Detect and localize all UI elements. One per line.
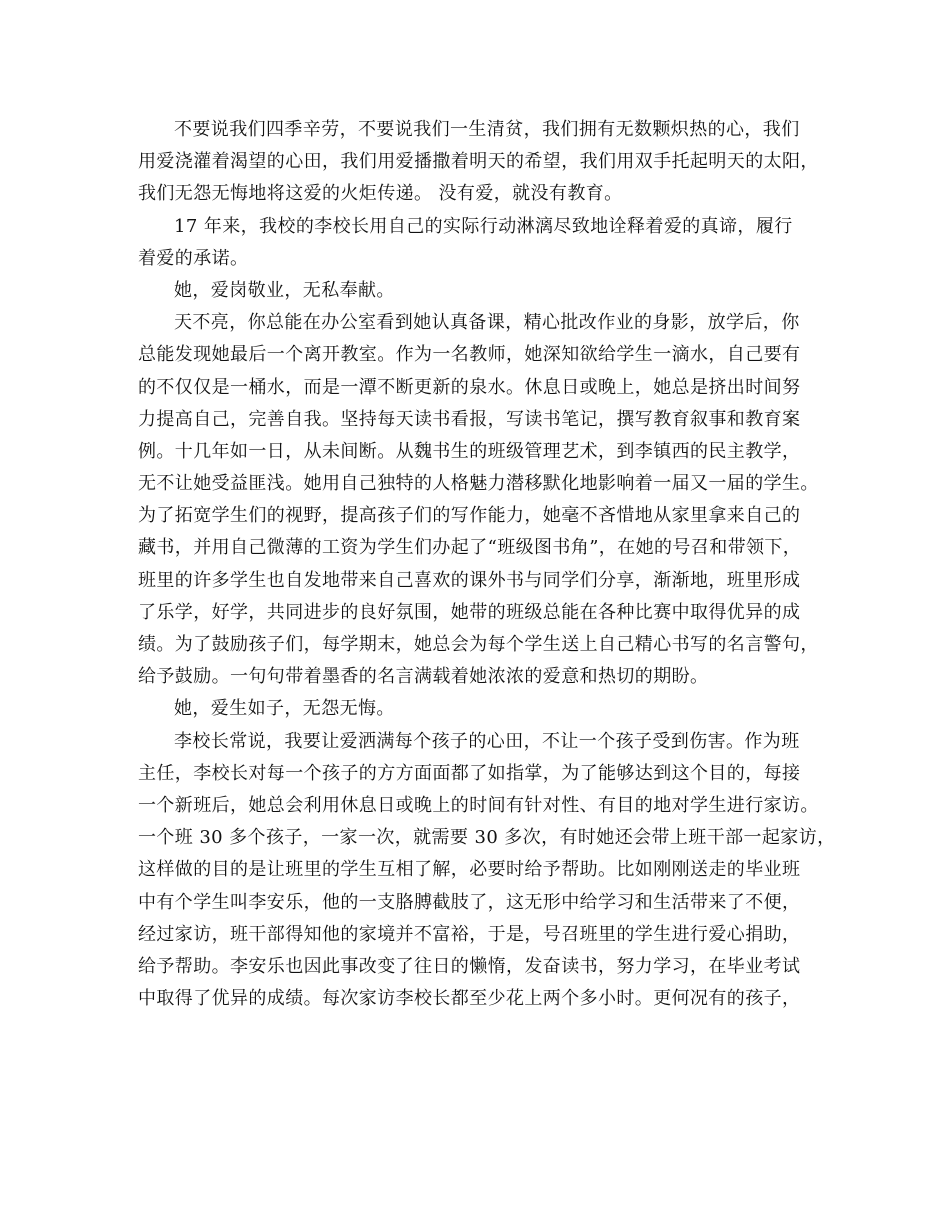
text-line: 无不让她受益匪浅。她用自己独特的人格魅力潜移默化地影响着一届又一届的学生。 — [138, 473, 819, 495]
text-line: 例。十几年如一日，从未间断。从魏书生的班级管理艺术，到李镇西的民主教学， — [138, 440, 801, 462]
text-line: 不要说我们四季辛劳，不要说我们一生清贫，我们拥有无数颗炽热的心，我们 — [174, 119, 800, 140]
text-line: 主任，李校长对每一个孩子的方方面面都了如指掌，为了能够达到这个目的，每接 — [138, 762, 801, 784]
text-line: 藏书，并用自己微薄的工资为学生们办起了“班级图书角”，在她的号召和带领下， — [138, 537, 802, 559]
text-line: 力提高自己，完善自我。坚持每天读书看报，写读书笔记，撰写教育叙事和教育案 — [138, 408, 801, 430]
text-line: 的不仅仅是一桶水，而是一潭不断更新的泉水。休息日或晚上，她总是挤出时间努 — [138, 376, 801, 398]
document-body — [138, 114, 836, 1015]
text-line: 班里的许多学生也自发地带来自己喜欢的课外书与同学们分享，渐渐地，班里形成 — [138, 569, 801, 591]
text-line: 这样做的目的是让班里的学生互相了解，必要时给予帮助。比如刚刚送走的毕业班 — [138, 859, 801, 881]
text-line: 给予鼓励。一句句带着墨香的名言满载着她浓浓的爱意和热切的期盼。 — [138, 666, 709, 688]
text-line: 李校长常说，我要让爱洒满每个孩子的心田，不让一个孩子受到伤害。作为班 — [174, 730, 800, 752]
text-line: 用爱浇灌着渴望的心田，我们用爱播撒着明天的希望，我们用双手托起明天的太阳， — [138, 151, 819, 173]
text-line: 中有个学生叫李安乐，他的一支胳膊截肢了，这无形中给学习和生活带来了不便， — [138, 891, 801, 913]
text-line: 着爱的承诺。 — [138, 247, 249, 269]
text-line: 一个班 30 多个孩子，一家一次，就需要 30 多次，有时她还会带上班干部一起家访， — [138, 827, 836, 849]
text-line: 她，爱岗敬业，无私奉献。 — [174, 279, 395, 301]
text-line: 绩。为了鼓励孩子们，每学期末，她总会为每个学生送上自己精心书写的名言警句， — [138, 634, 819, 655]
text-line: 17 年来，我校的李校长用自己的实际行动淋漓尽致地诠释着爱的真谛，履行 — [174, 215, 793, 237]
text-line: 总能发现她最后一个离开教室。作为一名教师，她深知欲给学生一滴水，自己要有 — [138, 344, 801, 366]
text-line: 她，爱生如子，无怨无悔。 — [174, 698, 395, 720]
text-line: 我们无怨无悔地将这爱的火炬传递。 没有爱，就没有教育。 — [138, 183, 623, 205]
text-line: 经过家访，班干部得知他的家境并不富裕，于是，号召班里的学生进行爱心捐助， — [138, 923, 801, 945]
text-line: 了乐学，好学，共同进步的良好氛围，她带的班级总能在各种比赛中取得优异的成 — [138, 601, 801, 623]
text-line: 中取得了优异的成绩。每次家访李校长都至少花上两个多小时。更何况有的孩子， — [138, 988, 801, 1010]
text-line: 天不亮，你总能在办公室看到她认真备课，精心批改作业的身影，放学后，你 — [174, 312, 800, 334]
text-line: 为了拓宽学生们的视野，提高孩子们的写作能力，她毫不吝惜地从家里拿来自己的 — [138, 505, 801, 527]
text-line: 一个新班后，她总会利用休息日或晚上的时间有针对性、有目的地对学生进行家访。 — [138, 794, 819, 816]
text-line: 给予帮助。李安乐也因此事改变了往日的懒惰，发奋读书，努力学习，在毕业考试 — [138, 955, 801, 977]
